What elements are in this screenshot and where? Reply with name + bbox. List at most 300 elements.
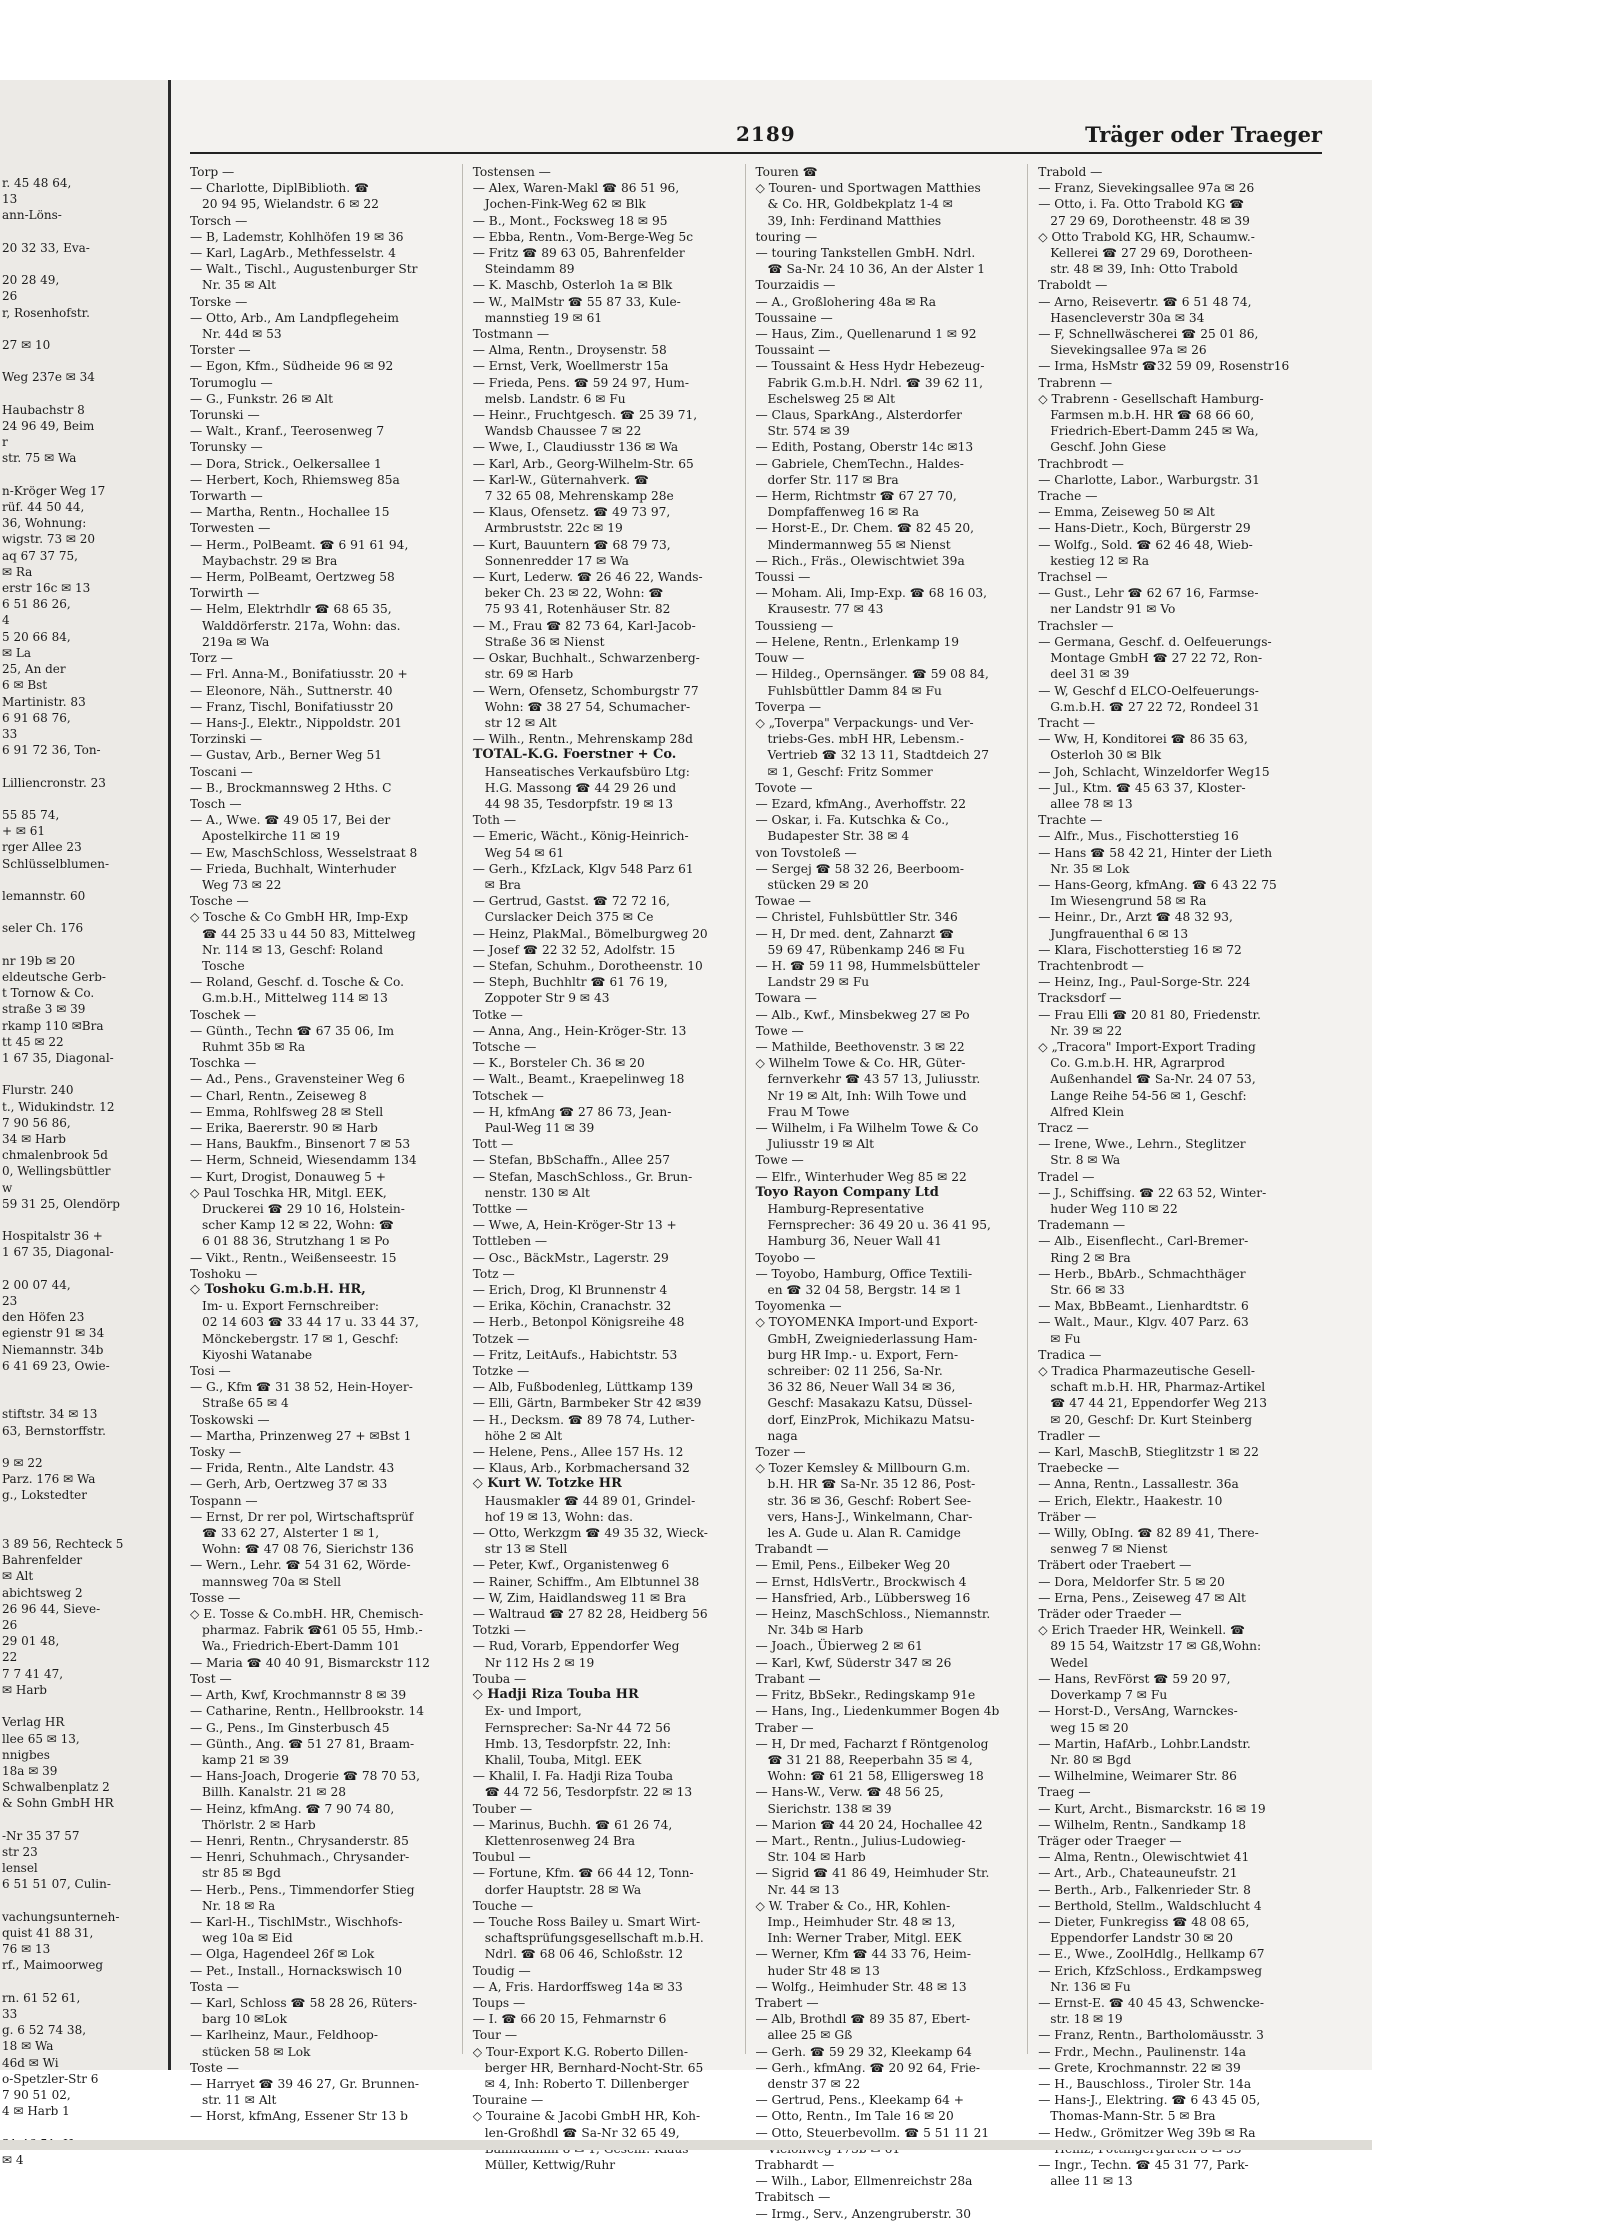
directory-entry-line: Mönckebergstr. 17 ✉ 1, Geschf:	[202, 1331, 399, 1346]
directory-entry-line: — Jul., Ktm. ☎ 45 63 37, Kloster-	[1038, 780, 1246, 795]
directory-entry-line: Nr. 18 ✉ Ra	[202, 1898, 276, 1913]
directory-entry-line: ◇ „Tracora" Import-Export Trading	[1038, 1039, 1256, 1054]
directory-entry-line: — E., Wwe., ZoolHdlg., Hellkamp 67	[1038, 1947, 1265, 1962]
directory-entry-line: Toyo Rayon Company Ltd	[755, 1184, 939, 1200]
previous-page-line: 5 20 66 84,	[2, 629, 71, 644]
directory-entry-line: ◇ W. Traber & Co., HR, Kohlen-	[755, 1898, 951, 1913]
directory-entry-line: mannstieg 19 ✉ 61	[484, 310, 603, 325]
directory-entry-line: ◇ Erich Traeder HR, Weinkell. ☎	[1038, 1623, 1246, 1638]
directory-page	[178, 80, 1372, 2221]
directory-entry-line: — Heinz, PlakMal., Bömelburgweg 20	[472, 926, 708, 941]
directory-entry-line: — Art., Arb., Chateauneufstr. 21	[1038, 1866, 1238, 1881]
previous-page-line	[2, 1390, 168, 1406]
directory-entry-line: — Otto, Steuerbevollm. ☎ 5 51 11 21	[755, 2125, 990, 2140]
directory-entry-line: — Klara, Fischotterstieg 16 ✉ 72	[1038, 942, 1242, 957]
directory-entry-line: Tosta —	[190, 1979, 239, 1994]
directory-entry-line: Torster —	[190, 343, 251, 358]
directory-entry-line: str. 48 ✉ 39, Inh: Otto Trabold	[1050, 262, 1238, 277]
directory-entry-line: — Helene, Pens., Allee 157 Hs. 12	[472, 1445, 684, 1460]
directory-entry-line: — K., Borsteler Ch. 36 ✉ 20	[472, 1056, 645, 1071]
directory-entry-line: GmbH, Zweigniederlassung Ham-	[767, 1331, 978, 1346]
directory-entry-line: — J., Schiffsing. ☎ 22 63 52, Winter-	[1038, 1185, 1267, 1200]
directory-entry-line: — Alb, Fußbodenleg, Lüttkamp 139	[472, 1380, 694, 1395]
previous-page-line	[2, 758, 168, 774]
previous-page-line: wigstr. 73 ✉ 20	[2, 532, 96, 547]
directory-entry-line: — H., Decksm. ☎ 89 78 74, Luther-	[472, 1412, 695, 1427]
directory-entry-line: — Gust., Lehr ☎ 62 67 16, Farmse-	[1038, 586, 1259, 601]
previous-page-line	[2, 1066, 168, 1082]
directory-entry-line: — Karl-W., Güternahverk. ☎	[472, 472, 650, 487]
directory-entry-line: Tostmann —	[472, 327, 550, 342]
directory-entry-line: — Ew, MaschSchloss, Wesselstraat 8	[190, 845, 418, 860]
directory-entry-line: Nr. 114 ✉ 13, Geschf: Roland	[202, 942, 384, 957]
directory-entry-line: Juliusstr 19 ✉ Alt	[767, 1137, 875, 1152]
directory-entry-line: — Karl, Schloss ☎ 58 28 26, Rüters-	[190, 1995, 417, 2010]
previous-page-line: quist 41 88 31,	[2, 1925, 94, 1940]
directory-entry-line: Trabold —	[1038, 165, 1103, 179]
directory-entry-line: — Catharine, Rentn., Hellbrookstr. 14	[190, 1704, 425, 1719]
directory-entry-line: Wedel	[1050, 1655, 1088, 1670]
directory-entry-line: Ruhmt 35b ✉ Ra	[202, 1039, 306, 1054]
directory-entry-line: senweg 7 ✉ Nienst	[1050, 1542, 1168, 1557]
directory-entry-line: Vertrieb ☎ 32 13 11, Stadtdeich 27	[767, 748, 989, 763]
previous-page-line: seler Ch. 176	[2, 921, 84, 936]
previous-page-line: 23	[2, 1294, 18, 1309]
directory-entry-line: — I. ☎ 66 20 15, Fehmarnstr 6	[472, 2012, 667, 2027]
directory-entry-line: huder Str 48 ✉ 13	[767, 1963, 880, 1978]
directory-entry-line: — Hansfried, Arb., Lübbersweg 16	[755, 1590, 971, 1605]
previous-page-line: rkamp 110 ✉Bra	[2, 1018, 104, 1033]
directory-entry-line: — Hans-W., Verw. ☎ 48 56 25,	[755, 1785, 944, 1800]
directory-entry-line: ☎ 44 72 56, Tesdorpfstr. 22 ✉ 13	[484, 1785, 693, 1800]
directory-entry-line: — B, Lademstr, Kohlhöfen 19 ✉ 36	[190, 229, 404, 244]
directory-entry-line: — Marion ☎ 44 20 24, Hochallee 42	[755, 1817, 983, 1832]
directory-entry-line: — Mart., Rentn., Julius-Ludowieg-	[755, 1833, 966, 1848]
directory-entry-line: Jungfrauenthal 6 ✉ 13	[1050, 926, 1189, 941]
directory-entry-line: — Herm., PolBeamt. ☎ 6 91 61 94,	[190, 537, 409, 552]
directory-entry-line: Trabandt —	[755, 1542, 829, 1557]
previous-page-line: str. 75 ✉ Wa	[2, 451, 77, 466]
directory-entry-line: Hamburg 36, Neuer Wall 41	[767, 1234, 942, 1249]
directory-entry-line: Toudig —	[472, 1963, 531, 1978]
directory-entry-line: ◇ Otto Trabold KG, HR, Schaumw.-	[1038, 229, 1255, 244]
previous-page-line: 36, Wohnung:	[2, 516, 87, 531]
directory-entry-line: Nr. 44 ✉ 13	[767, 1882, 840, 1897]
directory-entry-line: Farmsen m.b.H. HR ☎ 68 66 60,	[1050, 408, 1255, 423]
directory-entry-line: — Arth, Kwf, Krochmannstr 8 ✉ 39	[190, 1688, 407, 1703]
directory-entry-line: — Herm, Richtmstr ☎ 67 27 70,	[755, 489, 957, 504]
directory-entry-line: Sonnenredder 17 ✉ Wa	[484, 553, 629, 568]
directory-entry-line: — Steph, Buchhltr ☎ 61 76 19,	[472, 975, 668, 990]
directory-entry-line: — Herm, Schneid, Wiesendamm 134	[190, 1153, 417, 1168]
directory-entry-line: — Hans-J., Elektring. ☎ 6 43 45 05,	[1038, 2093, 1261, 2108]
directory-entry-line: Kiyoshi Watanabe	[202, 1347, 313, 1362]
directory-entry-line: Osterloh 30 ✉ Blk	[1050, 748, 1162, 763]
previous-page-line: 6 91 68 76,	[2, 710, 71, 725]
directory-entry-line: — Otto, Rentn., Im Tale 16 ✉ 20	[755, 2109, 954, 2124]
directory-entry-line: Nr 112 Hs 2 ✉ 19	[484, 1655, 595, 1670]
directory-entry-line: — Irmg., Serv., Anzengruberstr. 30	[755, 2206, 971, 2221]
directory-entry-line: — Heinz, MaschSchloss., Niemannstr.	[755, 1607, 991, 1622]
directory-entry-line: — Hans-Georg, kfmAng. ☎ 6 43 22 75	[1038, 877, 1277, 892]
directory-entry-line: — Gerh, Arb, Oertzweg 37 ✉ 33	[190, 1477, 388, 1492]
directory-entry-line: Traeg —	[1038, 1785, 1091, 1800]
directory-column-1	[190, 164, 463, 2124]
directory-entry-line: Tracht —	[1038, 715, 1096, 730]
previous-page-line: 6 51 51 07, Culin-	[2, 1877, 111, 1892]
directory-entry-line: Tourzaidis —	[755, 278, 836, 293]
directory-entry-line: ◇ TOYOMENKA Import-und Export-	[755, 1315, 978, 1330]
directory-entry-line: Toverpa —	[755, 699, 822, 714]
previous-page-line: Lilliencronstr. 23	[2, 775, 106, 790]
directory-entry-line: ◇ Trabrenn - Gesellschaft Hamburg-	[1038, 391, 1264, 406]
directory-entry-line: — Kurt, Bauuntern ☎ 68 79 73,	[472, 537, 671, 552]
directory-entry-line: Toups —	[472, 1995, 526, 2010]
directory-entry-line: — Anna, Ang., Hein-Kröger-Str. 13	[472, 1023, 687, 1038]
directory-entry-line: — Wern., Lehr. ☎ 54 31 62, Wörde-	[190, 1558, 411, 1573]
directory-entry-line: Geschf. John Giese	[1050, 440, 1167, 455]
header-rule	[190, 152, 1322, 154]
previous-page-line: str 23	[2, 1844, 38, 1859]
directory-entry-line: — Charl, Rentn., Zeiseweg 8	[190, 1088, 367, 1103]
directory-entry-line: Toschek —	[190, 1007, 257, 1022]
directory-entry-line: — Kurt, Drogist, Donauweg 5 +	[190, 1169, 386, 1184]
directory-entry-line: Tradel —	[1038, 1169, 1095, 1184]
directory-entry-line: Kellerei ☎ 27 29 69, Dorotheen-	[1050, 246, 1253, 261]
directory-entry-line: — Karl, Arb., Georg-Wilhelm-Str. 65	[472, 456, 694, 471]
directory-entry-line: Touber —	[472, 1801, 533, 1816]
directory-entry-line: Hausmakler ☎ 44 89 01, Grindel-	[484, 1493, 696, 1508]
directory-entry-line: — W., MalMstr ☎ 55 87 33, Kule-	[472, 294, 681, 309]
directory-entry-line: — Christel, Fuhlsbüttler Str. 346	[755, 910, 958, 925]
directory-entry-line: — Franz, Rentn., Bartholomäusstr. 3	[1038, 2028, 1264, 2043]
previous-page-line	[2, 224, 168, 240]
directory-entry-line: Touche —	[472, 1898, 534, 1913]
directory-entry-line: — Joh, Schlacht, Winzeldorfer Weg15	[1038, 764, 1270, 779]
directory-entry-line: stücken 58 ✉ Lok	[202, 2044, 311, 2059]
directory-entry-line: Trachsel —	[1038, 570, 1108, 585]
previous-page-line: r, Rosenhofstr.	[2, 305, 90, 320]
directory-entry-line: Müller, Kettwig/Ruhr	[484, 2157, 616, 2172]
previous-page-line: Parz. 176 ✉ Wa	[2, 1472, 96, 1487]
directory-entry-line: — Henri, Schuhmach., Chrysander-	[190, 1850, 410, 1865]
directory-entry-line: — H, Dr med. dent, Zahnarzt ☎	[755, 926, 955, 941]
previous-page-line: 27 ✉ 10	[2, 338, 51, 353]
directory-entry-line: — K. Maschb, Osterloh 1a ✉ Blk	[472, 278, 673, 293]
directory-entry-line: — touring Tankstellen GmbH. Ndrl.	[755, 246, 976, 261]
directory-entry-line: ◇ Paul Toschka HR, Mitgl. EEK,	[190, 1185, 387, 1200]
previous-page-line	[2, 256, 168, 272]
directory-entry-line: Fernsprecher: Sa-Nr 44 72 56	[484, 1720, 671, 1735]
directory-entry-line: — Gerh., kfmAng. ☎ 20 92 64, Frie-	[755, 2060, 981, 2075]
directory-entry-line: — Gabriele, ChemTechn., Haldes-	[755, 456, 964, 471]
directory-entry-line: Mindermannweg 55 ✉ Nienst	[767, 537, 951, 552]
directory-entry-line: — Kurt, Archt., Bismarckstr. 16 ✉ 19	[1038, 1801, 1266, 1816]
directory-entry-line: Tradica —	[1038, 1347, 1102, 1362]
directory-entry-line: — G., Funkstr. 26 ✉ Alt	[190, 391, 333, 406]
directory-entry-line: — Stefan, MaschSchloss., Gr. Brun-	[472, 1169, 693, 1184]
directory-entry-line: — H., Bauschloss., Tiroler Str. 14a	[1038, 2076, 1252, 2091]
previous-page-line: 6 ✉ Bst	[2, 678, 48, 693]
directory-entry-line: — Alma, Rentn., Olewischtwiet 41	[1038, 1850, 1250, 1865]
directory-entry-line: — Frl. Anna-M., Bonifatiusstr. 20 +	[190, 667, 408, 682]
previous-page-line: 20 28 49,	[2, 273, 60, 288]
directory-entry-line: touring —	[755, 229, 818, 244]
directory-entry-line: Steindamm 89	[484, 262, 575, 277]
directory-entry-line: — Hildeg., Opernsänger. ☎ 59 08 84,	[755, 667, 989, 682]
previous-page-line	[2, 1893, 168, 1909]
directory-entry-line: — Herbert, Koch, Rhiemsweg 85a	[190, 472, 400, 487]
previous-page-line: 29 01 48,	[2, 1634, 60, 1649]
directory-entry-line: — Olga, Hagendeel 26f ✉ Lok	[190, 1947, 375, 1962]
directory-entry-line: — Dieter, Funkregiss ☎ 48 08 65,	[1038, 1914, 1250, 1929]
directory-entry-line: Torz —	[190, 651, 233, 666]
directory-entry-line: — Herm, PolBeamt, Oertzweg 58	[190, 570, 395, 585]
directory-entry-line: naga	[767, 1428, 798, 1443]
previous-page-line: g., Lokstedter	[2, 1488, 88, 1503]
directory-entry-line: Tostensen —	[472, 165, 551, 179]
directory-entry-line: — Claus, SparkAng., Alsterdorfer	[755, 408, 963, 423]
previous-page-line: Martinistr. 83	[2, 694, 86, 709]
directory-entry-line: Tozer —	[755, 1445, 806, 1460]
directory-entry-line: — Karl, Kwf, Süderstr 347 ✉ 26	[755, 1655, 952, 1670]
previous-page-line	[2, 1504, 168, 1520]
previous-page-line: 18 ✉ Wa	[2, 2039, 54, 2054]
directory-entry-line: — Pet., Install., Hornackswisch 10	[190, 1963, 402, 1978]
directory-entry-line: — Dora, Meldorfer Str. 5 ✉ 20	[1038, 1574, 1225, 1589]
previous-page-line: stiftstr. 34 ✉ 13	[2, 1407, 98, 1422]
directory-entry-line: — Walt., Maur., Klgv. 407 Parz. 63	[1038, 1315, 1249, 1330]
directory-entry-line: Totke —	[472, 1007, 523, 1022]
directory-entry-line: — Gertrud, Gastst. ☎ 72 72 16,	[472, 894, 670, 909]
directory-entry-line: — Wilhelm, Rentn., Sandkamp 18	[1038, 1817, 1246, 1832]
directory-entry-line: G.m.b.H., Mittelweg 114 ✉ 13	[202, 991, 388, 1006]
directory-entry-line: Tosch —	[190, 796, 242, 811]
directory-entry-line: — Peter, Kwf., Organistenweg 6	[472, 1558, 670, 1573]
directory-entry-line: Torsch —	[190, 213, 248, 228]
directory-entry-line: Touraine —	[472, 2093, 544, 2108]
directory-entry-line: Toth —	[472, 813, 517, 828]
directory-entry-line: Toyomenka —	[755, 1299, 842, 1314]
directory-entry-line: — Fortune, Kfm. ☎ 66 44 12, Tonn-	[472, 1866, 694, 1881]
directory-entry-line: — Rainer, Schiffm., Am Elbtunnel 38	[472, 1574, 700, 1589]
directory-entry-line: H.G. Massong ☎ 44 29 26 und	[484, 780, 677, 795]
directory-entry-line: — Heinz, Ing., Paul-Sorge-Str. 224	[1038, 975, 1251, 990]
directory-entry-line: — H, kfmAng ☎ 27 86 73, Jean-	[472, 1104, 672, 1119]
directory-entry-line: hof 19 ✉ 13, Wohn: das.	[484, 1509, 633, 1524]
previous-page-line: ✉ Harb	[2, 1682, 47, 1697]
directory-entry-line: — Karl, LagArb., Methfesselstr. 4	[190, 246, 397, 261]
previous-page-line: 3 89 56, Rechteck 5	[2, 1537, 124, 1552]
previous-page-line: 6 91 72 36, Ton-	[2, 743, 101, 758]
directory-entry-line: Trabert —	[755, 1995, 819, 2010]
previous-page-line	[2, 467, 168, 483]
previous-page-line: rf., Maimoorweg	[2, 1958, 104, 1973]
directory-entry-line: Klettenrosenweg 24 Bra	[484, 1833, 636, 1848]
directory-entry-line: — Hans-Dietr., Koch, Bürgerstr 29	[1038, 521, 1251, 536]
directory-entry-line: Totzek —	[472, 1331, 530, 1346]
directory-entry-line: — Sergej ☎ 58 32 26, Beerboom-	[755, 861, 965, 876]
directory-entry-line: b.H. HR ☎ Sa-Nr. 35 12 86, Post-	[767, 1477, 976, 1492]
directory-entry-line: Tost —	[190, 1671, 232, 1686]
directory-entry-line: — Toussaint & Hess Hydr Hebezeug-	[755, 359, 985, 374]
previous-page-line	[2, 1520, 168, 1536]
directory-entry-line: — Alex, Waren-Makl ☎ 86 51 96,	[472, 181, 680, 196]
directory-entry-line: Toussaint —	[755, 343, 831, 358]
directory-entry-line: Toubul —	[472, 1850, 531, 1865]
directory-entry-line: Tott —	[472, 1137, 514, 1152]
directory-entry-line: Träber —	[1038, 1509, 1097, 1524]
directory-entry-line: Nr. 39 ✉ 22	[1050, 1023, 1123, 1038]
directory-entry-line: Toste —	[190, 2060, 239, 2075]
previous-page-line	[2, 937, 168, 953]
previous-page-line: 18a ✉ 39	[2, 1763, 58, 1778]
directory-entry-line: — Hans-Joach, Drogerie ☎ 78 70 53,	[190, 1769, 421, 1784]
directory-entry-line: — Gertrud, Pens., Kleekamp 64 +	[755, 2093, 964, 2108]
directory-entry-line: Toyobo —	[755, 1250, 816, 1265]
directory-entry-line: Towe —	[755, 1153, 804, 1168]
directory-entry-line: stücken 29 ✉ 20	[767, 877, 869, 892]
directory-entry-line: — Ingr., Techn. ☎ 45 31 77, Park-	[1038, 2157, 1249, 2172]
previous-page-line: egienstr 91 ✉ 34	[2, 1326, 105, 1341]
directory-entry-line: ◇ „Toverpa" Verpackungs- und Ver-	[755, 715, 974, 730]
previous-page-line: Niemannstr. 34b	[2, 1342, 104, 1357]
previous-page-line: rger Allee 23	[2, 840, 82, 855]
directory-entry-line: Friedrich-Ebert-Damm 245 ✉ Wa,	[1050, 424, 1259, 439]
directory-entry-line: Inh: Werner Traber, Mitgl. EEK	[767, 1931, 962, 1946]
previous-page-line: Hospitalstr 36 +	[2, 1229, 103, 1244]
directory-entry-line: — Khalil, I. Fa. Hadji Riza Touba	[472, 1769, 673, 1784]
directory-entry-line: — Wilh., Labor, Ellmenreichstr 28a	[755, 2174, 973, 2189]
directory-entry-line: Billh. Kanalstr. 21 ✉ 28	[202, 1785, 346, 1800]
directory-entry-line: Wohn: ☎ 61 21 58, Elligersweg 18	[767, 1769, 984, 1784]
directory-entry-line: vers, Hans-J., Winkelmann, Char-	[767, 1509, 973, 1524]
previous-page-line: 20 32 33, Eva-	[2, 240, 90, 255]
directory-entry-line: — Alb., Eisenflecht., Carl-Bremer-	[1038, 1234, 1249, 1249]
previous-page-line: 33	[2, 2006, 18, 2021]
directory-entry-line: — Günth., Ang. ☎ 51 27 81, Braam-	[190, 1736, 415, 1751]
previous-page-line	[2, 1698, 168, 1714]
directory-entry-line: — Toyobo, Hamburg, Office Textili-	[755, 1266, 973, 1281]
directory-entry-line: — Horst-E., Dr. Chem. ☎ 82 45 20,	[755, 521, 975, 536]
directory-entry-line: — Touche Ross Bailey u. Smart Wirt-	[472, 1914, 701, 1929]
directory-entry-line: triebs-Ges. mbH HR, Lebensm.-	[767, 732, 964, 747]
directory-entry-line: — Erna, Pens., Zeiseweg 47 ✉ Alt	[1038, 1590, 1246, 1605]
directory-entry-line: — Ernst, Verk, Woellmerstr 15a	[472, 359, 669, 374]
directory-entry-line: — Rud, Vorarb, Eppendorfer Weg	[472, 1639, 680, 1654]
directory-entry-line: deel 31 ✉ 39	[1050, 667, 1130, 682]
directory-entry-line: Trachbrodt —	[1038, 456, 1124, 471]
directory-entry-line: — Horst, kfmAng, Essener Str 13 b	[190, 2109, 408, 2124]
directory-entry-line: Tosi —	[190, 1364, 231, 1379]
directory-entry-line: — Wwe, A, Hein-Kröger-Str 13 +	[472, 1218, 677, 1233]
directory-entry-line: — Martha, Rentn., Hochallee 15	[190, 505, 390, 520]
directory-entry-line: ◇ Kurt W. Totzke HR	[472, 1476, 622, 1492]
previous-page-line: Flurstr. 240	[2, 1083, 74, 1098]
directory-entry-line: en ☎ 32 04 58, Bergstr. 14 ✉ 1	[767, 1283, 962, 1298]
directory-entry-line: Fernsprecher: 36 49 20 u. 36 41 95,	[767, 1218, 991, 1233]
directory-entry-line: — Ezard, kfmAng., Averhoffstr. 22	[755, 796, 967, 811]
directory-entry-line: Torunsky —	[190, 440, 263, 455]
directory-entry-line: denstr 37 ✉ 22	[767, 2076, 861, 2091]
directory-entry-line: Hmb. 13, Tesdorpfstr. 22, Inh:	[484, 1736, 671, 1751]
directory-entry-line: — Walt., Tischl., Augustenburger Str	[190, 262, 418, 277]
directory-entry-line: — Erich, KfzSchloss., Erdkampsweg	[1038, 1963, 1263, 1978]
directory-entry-line: — Karl-H., TischlMstr., Wischhofs-	[190, 1914, 403, 1929]
directory-entry-line: Co. G.m.b.H. HR, Agrarprod	[1050, 1056, 1225, 1071]
previous-page-line: 26	[2, 289, 18, 304]
directory-entry-line: Nr. 35 ✉ Alt	[202, 278, 276, 293]
directory-entry-line: Träbert oder Traebert —	[1038, 1558, 1192, 1573]
directory-entry-line: — Elli, Gärtn, Barmbeker Str 42 ✉39	[472, 1396, 702, 1411]
directory-entry-line: ☎ 47 44 21, Eppendorfer Weg 213	[1050, 1396, 1267, 1411]
directory-entry-line: Str. 104 ✉ Harb	[767, 1850, 866, 1865]
directory-entry-line: allee 11 ✉ 13	[1050, 2174, 1133, 2189]
directory-entry-line: — Helm, Elektrhdlr ☎ 68 65 35,	[190, 602, 392, 617]
directory-entry-line: — Klaus, Ofensetz. ☎ 49 73 97,	[472, 505, 671, 520]
previous-page-line: Schwalbenplatz 2	[2, 1780, 110, 1795]
directory-entry-line: Torzinski —	[190, 732, 263, 747]
previous-page-line: -Nr 35 37 57	[2, 1828, 80, 1843]
directory-entry-line: Toskowski —	[190, 1412, 270, 1427]
previous-page-line: rüf. 44 50 44,	[2, 500, 85, 515]
directory-entry-line: Totz —	[472, 1266, 515, 1281]
directory-entry-line: — Irene, Wwe., Lehrn., Steglitzer	[1038, 1137, 1246, 1152]
previous-page-line: g. 6 52 74 38,	[2, 2023, 87, 2038]
directory-entry-line: — Oskar, i. Fa. Kutschka & Co.,	[755, 813, 949, 828]
directory-entry-line: Träder oder Traeder —	[1038, 1607, 1182, 1622]
directory-entry-line: Hasencleverstr 30a ✉ 34	[1050, 310, 1205, 325]
directory-entry-line: — Harryet ☎ 39 46 27, Gr. Brunnen-	[190, 2076, 420, 2091]
directory-entry-line: — Franz, Tischl, Bonifatiusstr 20	[190, 699, 394, 714]
directory-entry-line: Montage GmbH ☎ 27 22 72, Ron-	[1050, 651, 1263, 666]
directory-entry-line: G.m.b.H. ☎ 27 22 72, Rondeel 31	[1050, 699, 1260, 714]
directory-entry-line: Budapester Str. 38 ✉ 4	[767, 829, 910, 844]
scanned-directory-spread	[0, 80, 1372, 2221]
previous-page-line: den Höfen 23	[2, 1310, 85, 1325]
directory-entry-line: Trache —	[1038, 489, 1098, 504]
directory-entry-line: — M., Frau ☎ 82 73 64, Karl-Jacob-	[472, 618, 696, 633]
directory-entry-line: Toshoku —	[190, 1266, 258, 1281]
directory-entry-line: ◇ Touraine & Jacobi GmbH HR, Koh-	[472, 2109, 701, 2124]
directory-entry-line: — A, Fris. Hardorffsweg 14a ✉ 33	[472, 1979, 683, 1994]
previous-page-line: 76 ✉ 13	[2, 1942, 51, 1957]
directory-entry-line: — Emeric, Wächt., König-Heinrich-	[472, 829, 689, 844]
directory-entry-line: — Gustav, Arb., Berner Weg 51	[190, 748, 382, 763]
directory-entry-line: — Hans, Ing., Liedenkummer Bogen 4b	[755, 1704, 1000, 1719]
previous-page-line: Verlag HR	[2, 1715, 65, 1730]
directory-entry-line: 6 01 88 36, Strutzhang 1 ✉ Po	[202, 1234, 390, 1249]
directory-entry-line: Totsche —	[472, 1039, 537, 1054]
directory-entry-line: weg 15 ✉ 20	[1050, 1720, 1129, 1735]
directory-entry-line: — Roland, Geschf. d. Tosche & Co.	[190, 975, 404, 990]
directory-entry-line: — Frau Elli ☎ 20 81 80, Friedenstr.	[1038, 1007, 1261, 1022]
directory-entry-line: — A., Wwe. ☎ 49 05 17, Bei der	[190, 813, 391, 828]
directory-entry-line: — B., Brockmannsweg 2 Hths. C	[190, 780, 392, 795]
directory-entry-line: Totschek —	[472, 1088, 544, 1103]
previous-page-line: tt 45 ✉ 22	[2, 1034, 64, 1049]
directory-entry-line: TOTAL-K.G. Foerstner + Co.	[472, 747, 677, 763]
directory-entry-line: — Günth., Techn ☎ 67 35 06, Im	[190, 1023, 395, 1038]
directory-entry-line: Geschf: Masakazu Katsu, Düssel-	[767, 1396, 973, 1411]
directory-entry-line: Thörlstr. 2 ✉ Harb	[202, 1817, 316, 1832]
directory-entry-line: Armbruststr. 22c ✉ 19	[484, 521, 623, 536]
directory-entry-line: Paul-Weg 11 ✉ 39	[484, 1120, 595, 1135]
directory-entry-line: Trabitsch —	[755, 2190, 831, 2205]
directory-entry-line: Straße 65 ✉ 4	[202, 1396, 289, 1411]
directory-entry-line: — Karl, MaschB, Stieglitzstr 1 ✉ 22	[1038, 1445, 1259, 1460]
previous-page-line: w	[2, 1180, 13, 1195]
